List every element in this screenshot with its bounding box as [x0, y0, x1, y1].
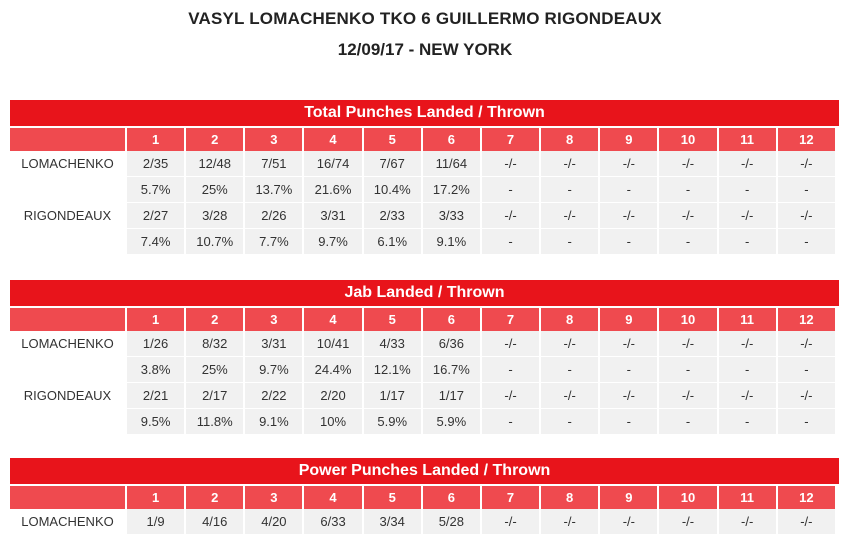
stat-cell: - — [778, 409, 835, 435]
stat-cell: -/- — [600, 151, 657, 177]
stat-cell: 7.4% — [127, 229, 184, 255]
stats-section — [10, 458, 839, 535]
stat-cell: 2/33 — [364, 203, 421, 229]
round-header: 6 — [423, 486, 480, 509]
stat-cell: 17.2% — [423, 177, 480, 203]
fighter-name: LOMACHENKO — [10, 151, 125, 177]
stat-cell: - — [600, 229, 657, 255]
round-header: 3 — [245, 486, 302, 509]
stat-cell: - — [482, 177, 539, 203]
stat-cell: -/- — [719, 331, 776, 357]
stat-cell: - — [541, 177, 598, 203]
stat-cell: 10% — [304, 409, 361, 435]
round-header: 5 — [364, 308, 421, 331]
round-header: 12 — [778, 308, 835, 331]
round-header: 5 — [364, 128, 421, 151]
fighter-name — [10, 229, 125, 255]
stat-cell: - — [482, 357, 539, 383]
stat-cell: - — [778, 357, 835, 383]
stat-cell: 5.9% — [423, 409, 480, 435]
stat-cell: 7.7% — [245, 229, 302, 255]
table-row — [10, 203, 835, 229]
stat-cell: 9.1% — [245, 409, 302, 435]
round-header: 9 — [600, 308, 657, 331]
stat-cell: - — [600, 409, 657, 435]
round-header: 8 — [541, 486, 598, 509]
stat-cell: -/- — [482, 151, 539, 177]
round-header: 12 — [778, 486, 835, 509]
stat-cell: 2/21 — [127, 383, 184, 409]
stat-cell: -/- — [778, 331, 835, 357]
stat-cell: -/- — [541, 509, 598, 535]
table-row — [10, 229, 835, 255]
fighter-name — [10, 177, 125, 203]
stat-cell: - — [482, 229, 539, 255]
stat-cell: 12.1% — [364, 357, 421, 383]
table-row — [10, 331, 835, 357]
table-row — [10, 357, 835, 383]
stat-cell: 3/31 — [245, 331, 302, 357]
round-header: 6 — [423, 128, 480, 151]
round-header: 1 — [127, 486, 184, 509]
stat-cell: -/- — [482, 383, 539, 409]
round-header: 4 — [304, 128, 361, 151]
stat-cell: -/- — [719, 509, 776, 535]
table-row — [10, 151, 835, 177]
round-header: 4 — [304, 486, 361, 509]
stat-cell: 3.8% — [127, 357, 184, 383]
stat-cell: 6/33 — [304, 509, 361, 535]
stat-cell: 1/26 — [127, 331, 184, 357]
stat-cell: 2/22 — [245, 383, 302, 409]
round-header: 7 — [482, 128, 539, 151]
stat-cell: - — [541, 357, 598, 383]
stat-cell: - — [541, 409, 598, 435]
stat-cell: - — [778, 229, 835, 255]
stat-cell: 6/36 — [423, 331, 480, 357]
stat-cell: 13.7% — [245, 177, 302, 203]
round-header: 3 — [245, 308, 302, 331]
fighter-name: LOMACHENKO — [10, 331, 125, 357]
round-header: 10 — [659, 308, 716, 331]
stat-cell: -/- — [600, 509, 657, 535]
page-title: VASYL LOMACHENKO TKO 6 GUILLERMO RIGONDEAUX — [188, 9, 662, 28]
stat-cell: 8/32 — [186, 331, 243, 357]
stats-section — [10, 100, 839, 255]
stat-cell: 10.7% — [186, 229, 243, 255]
round-header: 6 — [423, 308, 480, 331]
stat-cell: -/- — [482, 331, 539, 357]
round-header: 8 — [541, 128, 598, 151]
stat-cell: -/- — [659, 331, 716, 357]
stat-cell: - — [659, 229, 716, 255]
fighter-name: RIGONDEAUX — [10, 383, 125, 409]
round-header: 9 — [600, 486, 657, 509]
stat-cell: -/- — [541, 383, 598, 409]
stat-cell: 3/34 — [364, 509, 421, 535]
stat-cell: -/- — [778, 203, 835, 229]
stat-cell: -/- — [719, 151, 776, 177]
stat-cell: 7/67 — [364, 151, 421, 177]
stat-cell: 7/51 — [245, 151, 302, 177]
stat-cell: 5/28 — [423, 509, 480, 535]
round-header: 11 — [719, 486, 776, 509]
table-row — [10, 383, 835, 409]
stat-cell: -/- — [778, 383, 835, 409]
round-header: 12 — [778, 128, 835, 151]
stat-cell: -/- — [541, 151, 598, 177]
stat-cell: 4/33 — [364, 331, 421, 357]
stat-cell: 9.5% — [127, 409, 184, 435]
stat-cell: -/- — [659, 383, 716, 409]
stat-cell: - — [482, 409, 539, 435]
fighter-name: RIGONDEAUX — [10, 203, 125, 229]
stat-cell: 9.7% — [304, 229, 361, 255]
stat-cell: 11.8% — [186, 409, 243, 435]
stat-cell: 9.1% — [423, 229, 480, 255]
section-title: Total Punches Landed / Thrown — [10, 100, 839, 128]
stat-cell: 2/26 — [245, 203, 302, 229]
stat-cell: - — [778, 177, 835, 203]
stats-section — [10, 280, 839, 435]
stat-cell: - — [719, 229, 776, 255]
stat-cell: 2/35 — [127, 151, 184, 177]
round-header: 4 — [304, 308, 361, 331]
round-header-row — [10, 308, 835, 331]
page-subtitle: 12/09/17 - NEW YORK — [337, 40, 513, 59]
stat-cell: 2/20 — [304, 383, 361, 409]
stat-cell: 3/31 — [304, 203, 361, 229]
stat-cell: -/- — [778, 151, 835, 177]
stat-cell: 5.9% — [364, 409, 421, 435]
stat-cell: - — [719, 409, 776, 435]
stat-cell: 21.6% — [304, 177, 361, 203]
stat-cell: 16/74 — [304, 151, 361, 177]
stat-cell: - — [541, 229, 598, 255]
section-title: Jab Landed / Thrown — [10, 280, 839, 308]
stat-cell: -/- — [719, 203, 776, 229]
round-header: 11 — [719, 308, 776, 331]
stat-cell: -/- — [541, 331, 598, 357]
stat-cell: 16.7% — [423, 357, 480, 383]
stats-table — [8, 128, 837, 255]
round-header: 2 — [186, 486, 243, 509]
stat-cell: -/- — [541, 203, 598, 229]
stat-cell: -/- — [719, 383, 776, 409]
stat-cell: 25% — [186, 177, 243, 203]
header-blank-cell — [10, 308, 125, 331]
stat-cell: 6.1% — [364, 229, 421, 255]
stat-cell: 24.4% — [304, 357, 361, 383]
stat-cell: -/- — [600, 203, 657, 229]
round-header: 1 — [127, 308, 184, 331]
stat-cell: - — [719, 357, 776, 383]
round-header: 10 — [659, 128, 716, 151]
stat-cell: 3/28 — [186, 203, 243, 229]
round-header: 7 — [482, 308, 539, 331]
stat-cell: -/- — [600, 383, 657, 409]
stat-cell: 1/17 — [364, 383, 421, 409]
stat-cell: 1/9 — [127, 509, 184, 535]
section-title: Power Punches Landed / Thrown — [10, 458, 839, 486]
stat-cell: 11/64 — [423, 151, 480, 177]
stat-cell: 9.7% — [245, 357, 302, 383]
table-row — [10, 409, 835, 435]
stat-cell: -/- — [482, 203, 539, 229]
stats-table — [8, 486, 837, 535]
round-header: 3 — [245, 128, 302, 151]
stat-cell: - — [600, 357, 657, 383]
round-header: 11 — [719, 128, 776, 151]
stat-cell: -/- — [482, 509, 539, 535]
stat-cell: 4/16 — [186, 509, 243, 535]
stat-cell: 12/48 — [186, 151, 243, 177]
round-header: 10 — [659, 486, 716, 509]
stat-cell: 4/20 — [245, 509, 302, 535]
stat-cell: 5.7% — [127, 177, 184, 203]
table-row — [10, 177, 835, 203]
stat-cell: - — [600, 177, 657, 203]
round-header-row — [10, 486, 835, 509]
stat-cell: 2/27 — [127, 203, 184, 229]
round-header: 5 — [364, 486, 421, 509]
stat-cell: 3/33 — [423, 203, 480, 229]
stat-cell: - — [659, 177, 716, 203]
stat-cell: -/- — [659, 151, 716, 177]
table-row — [10, 509, 835, 535]
stat-cell: 10.4% — [364, 177, 421, 203]
header-blank-cell — [10, 128, 125, 151]
stat-cell: 10/41 — [304, 331, 361, 357]
stat-cell: 2/17 — [186, 383, 243, 409]
stats-table — [8, 308, 837, 435]
round-header-row — [10, 128, 835, 151]
fighter-name — [10, 357, 125, 383]
stat-cell: 1/17 — [423, 383, 480, 409]
stat-cell: - — [659, 409, 716, 435]
round-header: 9 — [600, 128, 657, 151]
stat-cell: -/- — [778, 509, 835, 535]
stat-cell: -/- — [600, 331, 657, 357]
round-header: 7 — [482, 486, 539, 509]
stat-cell: - — [719, 177, 776, 203]
round-header: 1 — [127, 128, 184, 151]
stat-cell: -/- — [659, 203, 716, 229]
stat-cell: 25% — [186, 357, 243, 383]
stat-cell: -/- — [659, 509, 716, 535]
fighter-name — [10, 409, 125, 435]
round-header: 2 — [186, 128, 243, 151]
fighter-name: LOMACHENKO — [10, 509, 125, 535]
round-header: 8 — [541, 308, 598, 331]
round-header: 2 — [186, 308, 243, 331]
header-blank-cell — [10, 486, 125, 509]
stat-cell: - — [659, 357, 716, 383]
